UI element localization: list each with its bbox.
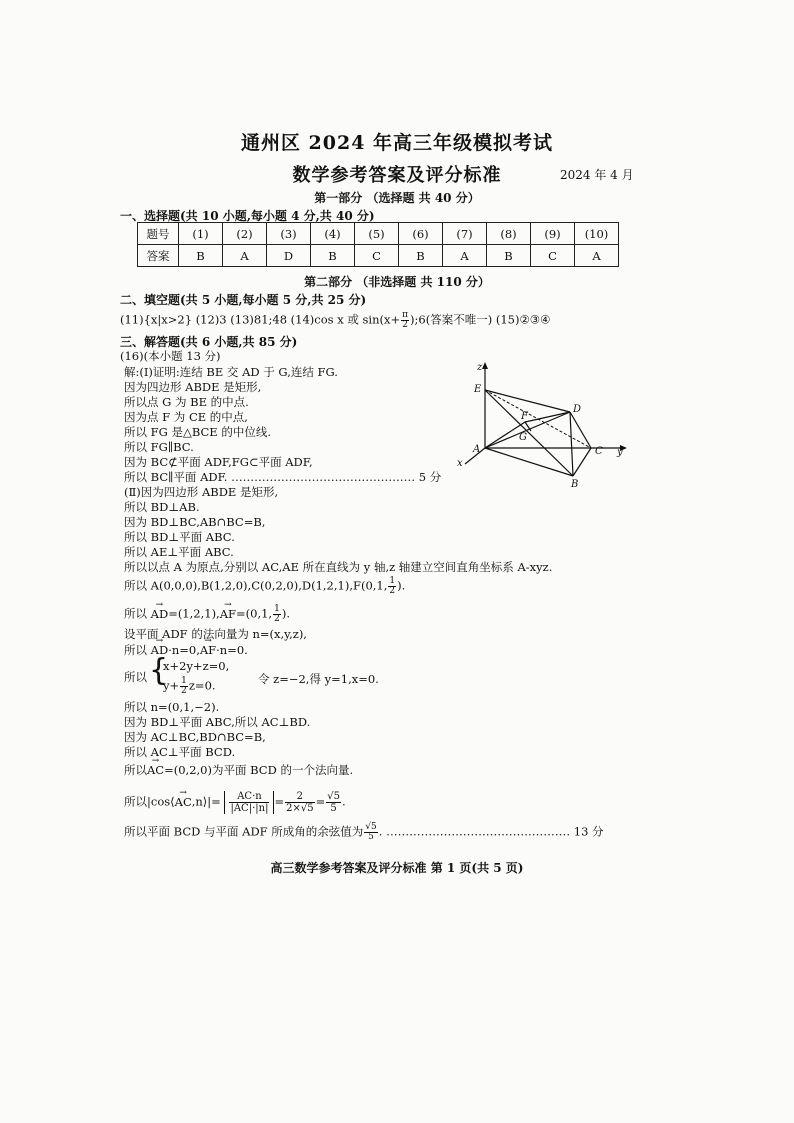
- solution-line-score-13: [124, 823, 604, 842]
- solution-line: 所以 AE⊥平面 ABC.: [124, 545, 234, 559]
- solution-line: 所以点 G 为 BE 的中点.: [124, 395, 249, 409]
- fraction: [326, 791, 341, 814]
- frac-den: 5: [330, 803, 337, 814]
- text: 所以: [124, 763, 147, 777]
- text: . ………………………………………… 13 分: [378, 824, 604, 839]
- question-number: (1): [179, 223, 223, 245]
- solution-line: 设平面 ADF 的法向量为 n=(x,y,z),: [124, 627, 307, 641]
- solution-line: 所以 BD⊥平面 ABC.: [124, 530, 235, 544]
- q16-heading: (16)(本小题 13 分): [120, 349, 221, 363]
- vector-af: → AF: [200, 643, 216, 657]
- text: 所以: [124, 643, 147, 657]
- answer-table: [137, 222, 619, 267]
- vector-af: → AF: [220, 607, 236, 621]
- solution-line: 所以 BD⊥AB.: [124, 500, 200, 514]
- solution-line: 所以 FG∥BC.: [124, 440, 194, 454]
- answer-cell: C: [355, 245, 399, 267]
- text: =: [315, 794, 326, 809]
- segment-FD: [525, 412, 570, 422]
- solution-line: 因为点 F 为 CE 的中点,: [124, 410, 248, 424]
- page-subtitle: 数学参考答案及评分标准: [292, 165, 502, 186]
- question-number: (6): [399, 223, 443, 245]
- fill-answers-a: (11){x|x>2} (12)3 (13)81;48 (14)cos x 或 sin: [120, 312, 380, 327]
- text: ,n⟩|=: [191, 794, 221, 809]
- solution-line: 解:(Ⅰ)证明:连结 BE 交 AD 于 G,连结 FG.: [124, 365, 338, 379]
- fraction: [285, 791, 314, 814]
- label-C: C: [595, 446, 603, 457]
- answer-cell: B: [311, 245, 355, 267]
- text: =(1,2,1),: [168, 606, 220, 621]
- text: ).: [281, 606, 290, 621]
- vector-ac: → AC: [147, 763, 164, 777]
- label-A: A: [473, 444, 481, 455]
- text: y+: [163, 678, 180, 693]
- text: 所以|cos⟨: [124, 794, 175, 809]
- text: ).: [397, 578, 406, 593]
- equation-1: x+2y+z=0,: [163, 659, 230, 673]
- text: 所以: [124, 606, 147, 621]
- left-brace: {: [149, 653, 169, 688]
- frac-den: 2: [274, 614, 280, 624]
- system-note: 令 z=−2,得 y=1,x=0.: [258, 672, 379, 686]
- solution-line: 因为 BD⊥BC,AB∩BC=B,: [124, 515, 266, 529]
- frac-den: |AC|·|n|: [230, 803, 269, 814]
- equation-2: [163, 677, 216, 696]
- solution-line: 因为四边形 ABDE 是矩形,: [124, 380, 262, 394]
- solution-line-normal-vector: [124, 763, 353, 777]
- page-title: 通州区 2024 年高三年级模拟考试: [240, 132, 554, 154]
- text: z=0.: [188, 678, 216, 693]
- frac-num: AC·n: [229, 791, 269, 803]
- solution-line-dot-products: [124, 643, 248, 657]
- frac-num: √5: [365, 822, 377, 832]
- frac-num: π: [402, 310, 409, 320]
- frac-den: 5: [368, 832, 374, 842]
- solution-line: 因为 BC⊄平面 ADF,FG⊂平面 ADF,: [124, 455, 313, 469]
- frac-den: 2: [181, 686, 187, 696]
- vector-ad: → AD: [151, 643, 169, 657]
- question-number: (4): [311, 223, 355, 245]
- label-D: D: [573, 404, 582, 415]
- edge-DB: [570, 412, 573, 476]
- question-number: (8): [487, 223, 531, 245]
- frac-den: 2×√5: [286, 803, 314, 814]
- question-number: (2): [223, 223, 267, 245]
- solution-line: 所以 FG 是△BCE 的中位线.: [124, 425, 271, 439]
- label-x: x: [457, 458, 463, 469]
- row-label-answer: 答案: [138, 245, 179, 267]
- answer-cell: A: [223, 245, 267, 267]
- fraction-half: [273, 605, 281, 624]
- edge-EB: [485, 390, 573, 476]
- label-E: E: [474, 384, 482, 395]
- pi-over-2: [401, 311, 409, 330]
- question-number: (10): [575, 223, 619, 245]
- question-number: (3): [267, 223, 311, 245]
- solution-line: (Ⅱ)因为四边形 ABDE 是矩形,: [124, 485, 279, 499]
- label-y: y: [617, 447, 623, 458]
- exam-date: 2024 年 4 月: [560, 168, 634, 182]
- section-multiple-choice: 一、选择题(共 10 小题,每小题 4 分,共 40 分): [120, 209, 375, 223]
- frac-num: 2: [285, 791, 314, 803]
- text: 所以平面 BCD 与平面 ADF 所成角的余弦值为: [124, 824, 364, 839]
- geometry-figure: [455, 360, 635, 490]
- edge-BC: [573, 448, 591, 476]
- answer-cell: A: [443, 245, 487, 267]
- solution-line-vectors: [124, 605, 290, 624]
- table-row: [138, 245, 619, 267]
- text: =: [274, 794, 285, 809]
- answer-cell: C: [531, 245, 575, 267]
- frac-num: 1: [389, 576, 396, 586]
- frac-den: 2: [402, 320, 408, 330]
- edge-EC-hidden: [485, 390, 591, 448]
- edge-DC: [570, 412, 591, 448]
- label-B: B: [571, 479, 579, 490]
- edge-AB: [485, 448, 573, 476]
- label-G: G: [519, 432, 527, 443]
- text: =(0,2,0)为平面 BCD 的一个法向量.: [164, 763, 354, 777]
- solution-line-score-5: 所以 BC∥平面 ADF. ………………………………………… 5 分: [124, 470, 442, 484]
- answer-cell: D: [267, 245, 311, 267]
- vector-ad: → AD: [151, 607, 169, 621]
- vector-ac: → AC: [175, 795, 192, 809]
- system-label: 所以: [124, 670, 147, 684]
- fill-in-answers: [120, 311, 550, 330]
- answer-cell: A: [575, 245, 619, 267]
- question-number: (7): [443, 223, 487, 245]
- answer-cell: B: [399, 245, 443, 267]
- solution-line: 因为 BD⊥平面 ABC,所以 AC⊥BD.: [124, 715, 311, 729]
- solution-line: 所以 n=(0,1,−2).: [124, 700, 220, 714]
- solution-line-cosine: [124, 791, 346, 814]
- fraction-half: [180, 677, 188, 696]
- label-z: z: [477, 362, 483, 373]
- label-F: F: [521, 411, 528, 422]
- answer-cell: B: [487, 245, 531, 267]
- cosine-fraction: [229, 791, 269, 814]
- fill-answers-b: (x+: [379, 312, 401, 327]
- text: =(0,1,: [236, 606, 273, 621]
- question-number: (9): [531, 223, 575, 245]
- text: ·n=0,: [168, 643, 200, 657]
- question-number: (5): [355, 223, 399, 245]
- page-footer: 高三数学参考答案及评分标准 第 1 页(共 5 页): [270, 861, 524, 875]
- frac-num: 1: [181, 676, 187, 686]
- solution-line: 因为 AC⊥BC,BD∩BC=B,: [124, 730, 266, 744]
- frac-num: √5: [327, 791, 340, 802]
- table-row: [138, 223, 619, 245]
- text: 所以 A(0,0,0),B(1,2,0),C(0,2,0),D(1,2,1),F(0,1,: [124, 578, 388, 593]
- section-solutions: 三、解答题(共 6 小题,共 85 分): [120, 335, 298, 349]
- solution-line-coordinates: [124, 577, 405, 596]
- fraction-half: [388, 577, 396, 596]
- frac-num: 1: [274, 604, 280, 614]
- answer-cell: B: [179, 245, 223, 267]
- solution-line: 所以 AC⊥平面 BCD.: [124, 745, 236, 759]
- fill-answers-c: );6(答案不唯一) (15)②③④: [410, 312, 551, 327]
- solution-line: 所以以点 A 为原点,分别以 AC,AE 所在直线为 y 轴,z 轴建立空间直角坐标系 A-xyz.: [124, 560, 553, 574]
- section-fill-in: 二、填空题(共 5 小题,每小题 5 分,共 25 分): [120, 293, 367, 307]
- text: .: [341, 794, 346, 809]
- edge-ED: [485, 390, 570, 412]
- part1-heading: 第一部分 （选择题 共 40 分）: [314, 191, 480, 205]
- fraction: [364, 823, 377, 842]
- frac-den: 2: [389, 586, 396, 596]
- text: ·n=0.: [216, 643, 248, 657]
- abs-value-bars: [224, 791, 274, 814]
- row-label-number: 题号: [138, 223, 179, 245]
- z-arrow: [482, 362, 488, 369]
- part2-heading: 第二部分 （非选择题 共 110 分）: [304, 275, 490, 289]
